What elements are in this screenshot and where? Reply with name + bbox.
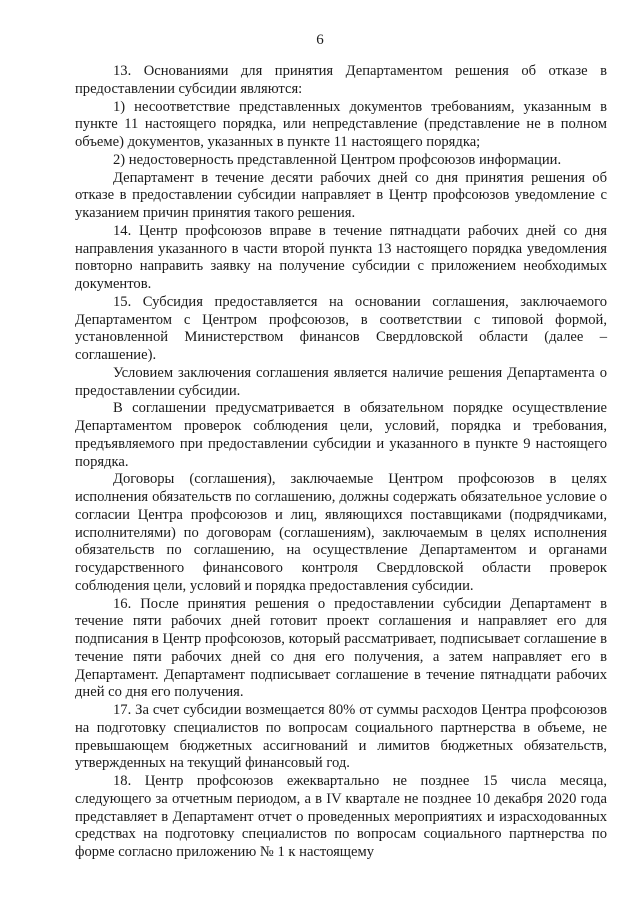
page-number: 6: [316, 32, 324, 48]
paragraph-13-item-2: 2) недостоверность представленной Центром профсоюзов информации.: [113, 151, 562, 168]
paragraph-14: 14. Центр профсоюзов вправе в течение пятнадцати рабочих дней со дня направления указанного в части второй пункта 13 настоящего порядка уведомления повторно направить заявку на получение субсидии с приложением необходимых документов.: [75, 222, 607, 292]
paragraph-13-notice: Департамент в течение десяти рабочих дней со дня принятия решения об отказе в предоставлении субсидии направляет в Центр профсоюзов уведомление с указанием причин принятия такого решения.: [75, 169, 607, 221]
paragraph-18: 18. Центр профсоюзов ежеквартально не позднее 15 числа месяца, следующего за отчетным периодом, а в IV квартале не позднее 10 декабря 2020 года представляет в Департамент отчет о проведенных мероприятиях и израсходованных средствах на подготовку специалистов по вопросам социального партнерства по форме согласно приложению № 1 к настоящему: [75, 773, 607, 860]
paragraph-15-condition: Условием заключения соглашения является наличие решения Департамента о предоставлении субсидии.: [75, 364, 607, 399]
paragraph-15-contracts: Договоры (соглашения), заключаемые Центром профсоюзов в целях исполнения обязательств по соглашению, должны содержать обязательное условие о согласии Центра профсоюзов и лиц, являющихся поставщиками (подрядчиками, исполнителями) по договорам (соглашениям), заключаемым в целях исполнения обязательств по соглашению, на осуществление Департаментом и органами государственного финансового контроля Свердловской области проверок соблюдения цели, условий и порядка предоставления субсидии.: [75, 471, 607, 594]
paragraph-13: 13. Основаниями для принятия Департаментом решения об отказе в предоставлении субсидии являются:: [75, 63, 607, 97]
document-body: [75, 63, 607, 862]
paragraph-13-item-1: 1) несоответствие представленных документов требованиям, указанным в пункте 11 настоящего порядка, или непредставление (представление не в полном объеме) документов, указанных в пункте 11 настоящего порядка;: [75, 98, 607, 150]
paragraph-15-inspections: В соглашении предусматривается в обязательном порядке осуществление Департаментом проверок соблюдения цели, условий, порядка и требования, предъявляемого при предоставлении субсидии и указанного в пункте 9 настоящего порядка.: [75, 400, 607, 470]
paragraph-17: 17. За счет субсидии возмещается 80% от суммы расходов Центра профсоюзов на подготовку специалистов по вопросам социального партнерства в объеме, не превышающем бюджетных ассигнований и лимитов бюджетных обязательств, утвержденных на текущий финансовый год.: [75, 702, 607, 772]
paragraph-15: 15. Субсидия предоставляется на основании соглашения, заключаемого Департаментом с Центром профсоюзов, в соответствии с типовой формой, установленной Министерством финансов Свердловской области (далее – соглашение).: [75, 293, 607, 363]
paragraph-16: 16. После принятия решения о предоставлении субсидии Департамент в течение пяти рабочих дней готовит проект соглашения и направляет его для подписания в Центр профсоюзов, который рассматривает, подписывает соглашение в течение пяти рабочих дней со дня его получения, а затем направляет его в Департамент. Департамент подписывает соглашение в течение пятнадцати рабочих дней со дня его получения.: [75, 595, 607, 701]
